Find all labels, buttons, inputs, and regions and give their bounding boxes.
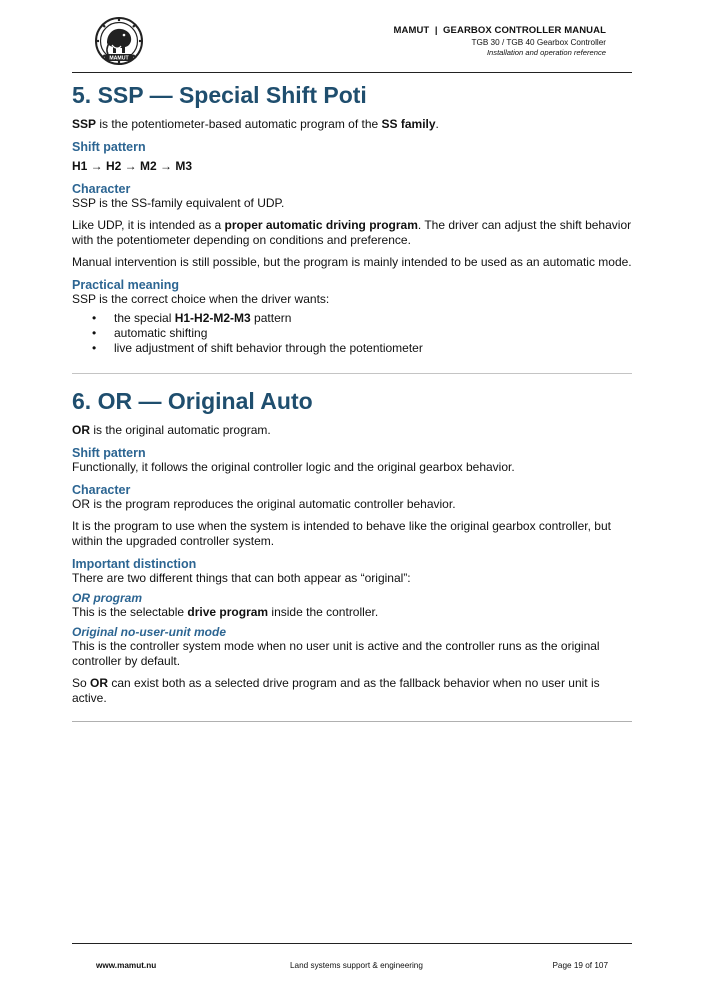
ssp-character-heading: Character xyxy=(72,182,131,196)
ssp-character-p3: Manual intervention is still possible, but the program is mainly intended to be used as an automatic mode. xyxy=(72,255,632,269)
or-character-p2: It is the program to use when the system is intended to behave like the original gearbox controller, but within the upgraded controller system. xyxy=(72,519,611,548)
or-distinction-intro: There are two different things that can both appear as “original”: xyxy=(72,571,411,585)
page-content xyxy=(72,82,632,722)
footer-page-number: Page 19 of 107 xyxy=(552,961,608,970)
or-shift-pattern-heading: Shift pattern xyxy=(72,446,146,460)
or-summary: So OR can exist both as a selected drive program and as the fallback behavior when no user unit is active. xyxy=(72,676,600,705)
list-item: • the special H1-H2-M2-M3 pattern xyxy=(114,311,632,326)
mamut-logo xyxy=(94,16,144,66)
or-program-text: This is the selectable drive program inside the controller. xyxy=(72,605,379,619)
or-intro: OR is the original automatic program. xyxy=(72,423,271,437)
or-mode-subheading: Original no-user-unit mode xyxy=(72,625,227,639)
ssp-intro: SSP is the potentiometer-based automatic program of the SS family. xyxy=(72,117,439,131)
ssp-practical-list xyxy=(72,311,632,356)
page-header xyxy=(72,14,632,72)
ssp-practical-heading: Practical meaning xyxy=(72,278,179,292)
section-end-divider xyxy=(72,721,632,722)
header-rule xyxy=(72,72,632,73)
or-distinction-heading: Important distinction xyxy=(72,557,197,571)
section-heading-ssp: 5. SSP — Special Shift Poti xyxy=(72,82,367,108)
manual-title: MAMUT | GEARBOX CONTROLLER MANUAL xyxy=(393,25,606,36)
or-shift-pattern: Functionally, it follows the original controller logic and the original gearbox behavior. xyxy=(72,460,515,474)
logo-lettering: MAMUT xyxy=(109,55,129,62)
manual-reference: Installation and operation reference xyxy=(486,48,606,57)
footer-tagline: Land systems support & engineering xyxy=(290,961,423,970)
ssp-character-p1: SSP is the SS-family equivalent of UDP. xyxy=(72,196,285,210)
or-character-p1: OR is the program reproduces the original automatic controller behavior. xyxy=(72,497,456,511)
or-character-heading: Character xyxy=(72,483,131,497)
manual-subtitle: TGB 30 / TGB 40 Gearbox Controller xyxy=(471,38,606,47)
or-mode-text: This is the controller system mode when no user unit is active and the controller runs as the original controller by default. xyxy=(72,639,600,668)
footer-rule xyxy=(72,943,632,944)
ssp-practical-intro: SSP is the correct choice when the driver wants: xyxy=(72,292,330,306)
list-item: • automatic shifting xyxy=(114,326,632,341)
footer-website[interactable]: www.mamut.nu xyxy=(96,961,157,970)
list-item: • live adjustment of shift behavior through the potentiometer xyxy=(114,341,632,356)
section-heading-or: 6. OR — Original Auto xyxy=(72,388,313,414)
or-program-subheading: OR program xyxy=(72,591,143,605)
ssp-character-p2: Like UDP, it is intended as a proper automatic driving program. The driver can adjust the shift behavior with the potentiometer depending on conditions and preference. xyxy=(72,218,632,247)
ssp-shift-pattern-heading: Shift pattern xyxy=(72,140,146,154)
section-divider xyxy=(72,373,632,374)
ssp-shift-pattern: H1 → H2 → M2 → M3 xyxy=(72,159,193,173)
